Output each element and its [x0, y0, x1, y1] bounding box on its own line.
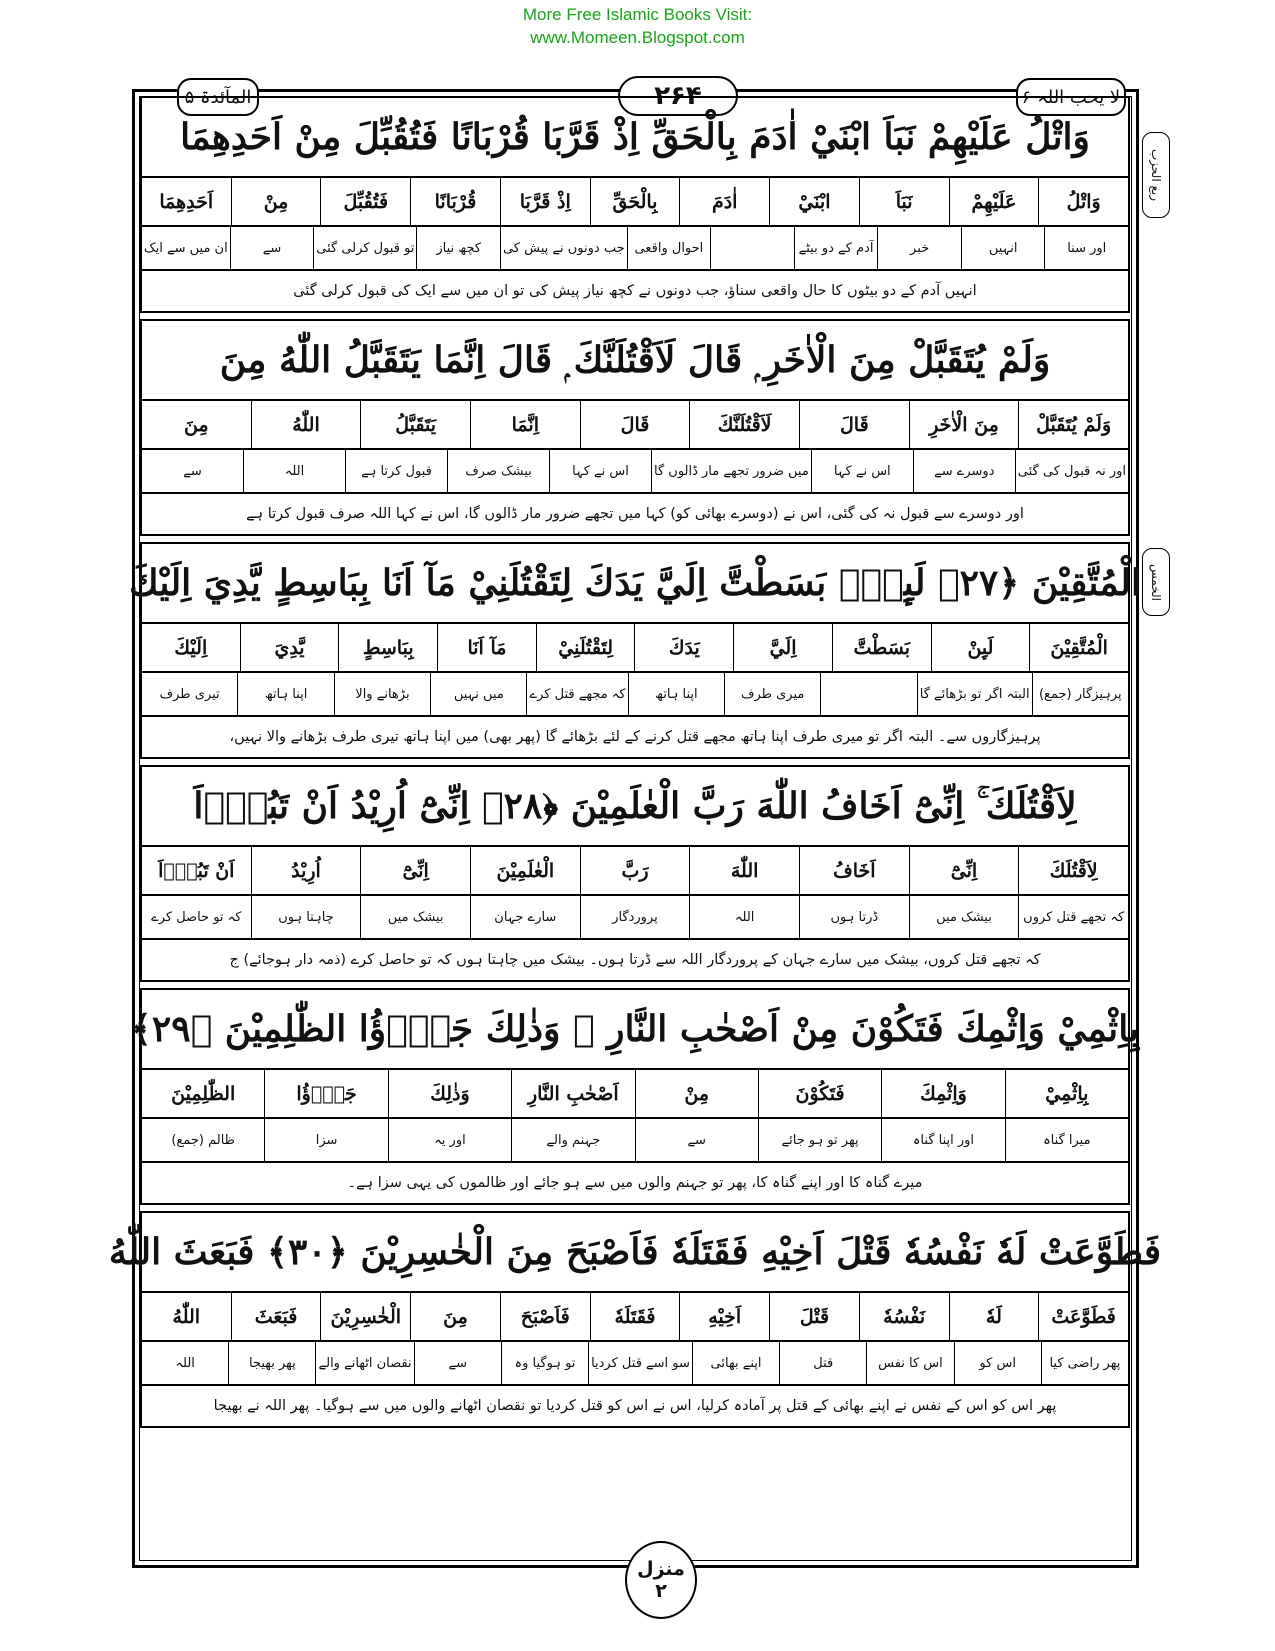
meaning-row — [140, 1117, 1130, 1161]
urdu-translation-line: پرہیزگاروں سے۔ البتہ اگر تو میری طرف اپنا ہاتھ مجھے قتل کرنے کے لئے بڑھائے گا (پھر بھی) میں اپنا ہاتھ تیری طرف بڑھانے والا نہیں، — [140, 715, 1130, 759]
arabic-word-cell: نَبَاَ — [859, 178, 949, 225]
urdu-translation-line: کہ تجھے قتل کروں، بیشک میں سارے جہان کے پروردگار اللہ سے ڈرتا ہوں۔ بیشک میں چاہتا ہوں کہ تو حاصل کرے (ذمہ دار ہوجائے) ج — [140, 938, 1130, 982]
arabic-word-cell: اللّٰهَ — [689, 847, 799, 894]
arabic-word-cell: يَّدِيَ — [240, 624, 339, 671]
arabic-word-cell: الْخٰسِرِيْنَ — [320, 1293, 410, 1340]
word-row — [140, 399, 1130, 448]
urdu-meaning-cell: قبول کرتا ہے — [345, 450, 447, 492]
arabic-word-cell: لَهٗ — [949, 1293, 1039, 1340]
urdu-meaning-cell: سے — [183, 463, 202, 479]
urdu-meaning-cell: اور سنا — [1044, 227, 1128, 269]
arabic-word-cell: اٰدَمَ — [679, 178, 769, 225]
urdu-meaning-cell: سے — [635, 1119, 758, 1161]
urdu-meaning-cell: جہنم والے — [511, 1119, 634, 1161]
arabic-word-cell: بِاِثْمِيْ — [1005, 1070, 1128, 1117]
arabic-word-cell: اللّٰهُ — [172, 1305, 201, 1328]
urdu-meaning-cell: اس نے کہا — [549, 450, 651, 492]
manzil-badge — [625, 1541, 697, 1619]
arabic-word-cell: اَنْ تَبُوْۗاَ — [158, 859, 235, 882]
urdu-meaning-cell: خبر — [877, 227, 961, 269]
arabic-word-cell: اِنَّمَا — [470, 401, 580, 448]
urdu-meaning-cell: سے — [414, 1342, 501, 1384]
arabic-word-cell: اِنِّىْٓ — [909, 847, 1019, 894]
urdu-meaning-cell: اپنے بھائی — [692, 1342, 779, 1384]
arabic-word-cell: الظّٰلِمِيْنَ — [171, 1082, 236, 1105]
urdu-meaning-cell: سارے جہان — [470, 896, 580, 938]
arabic-word-cell: مَآ اَنَا — [437, 624, 536, 671]
urdu-meaning-cell: دوسرے سے — [913, 450, 1015, 492]
arabic-verse-line: بِاِثْمِيْ وَاِثْمِكَ فَتَكُوْنَ مِنْ اَصْحٰبِ النَّارِ ۚ وَذٰلِكَ جَزٰۗؤُا الظّٰلِمِيْنَ ﴿۲۹﴾ — [140, 988, 1130, 1068]
urdu-meaning-cell: البتہ اگر تو بڑھائے گا — [917, 673, 1032, 715]
side-marker-khums: الخمس — [1142, 548, 1170, 616]
word-row — [140, 176, 1130, 225]
arabic-word-cell: فَتُقُبِّلَ — [320, 178, 410, 225]
arabic-word-cell: عَلَيْهِمْ — [949, 178, 1039, 225]
word-row — [140, 1068, 1130, 1117]
urdu-meaning-cell: اپنا ہاتھ — [237, 673, 333, 715]
arabic-word-cell: اَصْحٰبِ النَّارِ — [511, 1070, 634, 1117]
urdu-meaning-cell: سزا — [264, 1119, 387, 1161]
manzil-label: منزل — [637, 1558, 685, 1580]
arabic-word-cell: اِذْ قَرَّبَا — [500, 178, 590, 225]
arabic-verse-line: وَاتْلُ عَلَيْهِمْ نَبَاَ ابْنَيْ اٰدَمَ بِالْحَقِّ اِذْ قَرَّبَا قُرْبَانًا فَتُقُبِّلَ مِنْ اَحَدِهِمَا — [140, 96, 1130, 176]
arabic-word-cell: وَلَمْ يُتَقَبَّلْ — [1018, 401, 1128, 448]
arabic-word-cell: مِنَ — [410, 1293, 500, 1340]
urdu-meaning-cell — [710, 227, 794, 269]
arabic-word-cell: فَقَتَلَهٗ — [590, 1293, 680, 1340]
urdu-meaning-cell: ڈرتا ہوں — [799, 896, 909, 938]
arabic-word-cell: بَسَطْتَّ — [832, 624, 931, 671]
arabic-word-cell: ابْنَيْ — [769, 178, 859, 225]
arabic-word-cell: مِنْ — [635, 1070, 758, 1117]
urdu-meaning-cell: سو اسے قتل کردیا — [588, 1342, 692, 1384]
word-row — [140, 1291, 1130, 1340]
urdu-meaning-cell: پروردگار — [580, 896, 690, 938]
promo-line-1: More Free Islamic Books Visit: — [522, 5, 753, 24]
urdu-meaning-cell: کہ تو حاصل کرے — [151, 909, 242, 925]
urdu-meaning-cell: اس نے کہا — [811, 450, 913, 492]
urdu-meaning-cell: پھر تو ہو جائے — [758, 1119, 881, 1161]
arabic-verse-line: وَلَمْ يُتَقَبَّلْ مِنَ الْاٰخَرِ ۭ قَالَ لَاَقْتُلَنَّكَ ۭ قَالَ اِنَّمَا يَتَقَبَّلُ اللّٰهُ مِنَ — [140, 319, 1130, 399]
word-row — [140, 845, 1130, 894]
urdu-translation-line: میرے گناہ کا اور اپنے گناہ کا، پھر تو جہنم والوں میں سے ہو جائے اور ظالموں کی یہی سزا ہے۔ — [140, 1161, 1130, 1205]
arabic-word-cell: مِنَ الْاٰخَرِ — [909, 401, 1019, 448]
arabic-word-cell: اِنِّىْٓ — [360, 847, 470, 894]
urdu-meaning-cell: تو قبول کرلی گئی — [313, 227, 416, 269]
urdu-meaning-cell: چاہتا ہوں — [251, 896, 361, 938]
verse-block — [108, 1211, 1162, 1428]
arabic-verse-line: فَطَوَّعَتْ لَهٗ نَفْسُهٗ قَتْلَ اَخِيْهِ فَقَتَلَهٗ فَاَصْبَحَ مِنَ الْخٰسِرِيْنَ ﴿۳۰﴾ فَبَعَثَ اللّٰهُ — [140, 1211, 1130, 1291]
arabic-word-cell: لَىِٕنْ — [931, 624, 1030, 671]
meaning-row — [140, 671, 1130, 715]
arabic-word-cell: يَتَقَبَّلُ — [360, 401, 470, 448]
arabic-word-cell: فَبَعَثَ — [231, 1293, 321, 1340]
arabic-word-cell: فَطَوَّعَتْ — [1038, 1293, 1128, 1340]
urdu-meaning-cell: کچھ نیاز — [416, 227, 500, 269]
arabic-word-cell: لَاَقْتُلَنَّكَ — [689, 401, 799, 448]
arabic-word-cell: اَخَافُ — [799, 847, 909, 894]
urdu-meaning-cell: تیری طرف — [159, 686, 220, 702]
surah-tag: المآئدۃ ۵ — [177, 78, 259, 116]
verse-block — [130, 988, 1140, 1205]
urdu-meaning-cell: پھر راضی کیا — [1041, 1342, 1128, 1384]
arabic-word-cell: يَدَكَ — [634, 624, 733, 671]
urdu-meaning-cell: اور یہ — [388, 1119, 511, 1161]
urdu-meaning-cell: بیشک صرف — [447, 450, 549, 492]
urdu-meaning-cell: ان میں سے ایک — [143, 240, 228, 256]
manzil-number: ۲ — [655, 1580, 667, 1602]
arabic-word-cell: اِلَيْكَ — [174, 636, 208, 659]
arabic-word-cell: بِبَاسِطٍ — [338, 624, 437, 671]
meaning-row — [140, 448, 1130, 492]
verse-block — [140, 319, 1130, 536]
urdu-meaning-cell: میں ضرور تجھے مار ڈالوں گا — [651, 450, 811, 492]
verse-block — [140, 96, 1130, 313]
arabic-verse-line: لِاَقْتُلَكَ ۚ اِنِّىْٓ اَخَافُ اللّٰهَ رَبَّ الْعٰلَمِيْنَ ﴿۲۸﴾ اِنِّىْٓ اُرِيْدُ اَنْ تَبُوْۗاَ — [140, 765, 1130, 845]
arabic-word-cell: بِالْحَقِّ — [590, 178, 680, 225]
urdu-meaning-cell: پرہیزگار (جمع) — [1032, 673, 1128, 715]
urdu-translation-line: انہیں آدم کے دو بیٹوں کا حال واقعی سناؤ، جب دونوں نے کچھ نیاز پیش کی تو ان میں سے ایک کی قبول کرلی گئی — [140, 269, 1130, 313]
urdu-meaning-cell: میرا گناہ — [1005, 1119, 1128, 1161]
urdu-meaning-cell: کہ تجھے قتل کروں — [1018, 896, 1128, 938]
urdu-meaning-cell: سے — [230, 227, 314, 269]
urdu-meaning-cell: اللہ — [689, 896, 799, 938]
meaning-row — [140, 894, 1130, 938]
urdu-meaning-cell: نقصان اٹھانے والے — [315, 1342, 413, 1384]
verse-block — [129, 542, 1141, 759]
arabic-word-cell: مِنَ — [183, 413, 209, 436]
arabic-word-cell: قَالَ — [799, 401, 909, 448]
urdu-meaning-cell: اس کو — [954, 1342, 1041, 1384]
urdu-meaning-cell: انہیں — [961, 227, 1045, 269]
page-number: ۲۶۴ — [618, 76, 738, 116]
urdu-meaning-cell: احوال واقعی — [627, 227, 711, 269]
arabic-word-cell: رَبَّ — [580, 847, 690, 894]
arabic-word-cell: قَالَ — [580, 401, 690, 448]
arabic-word-cell: اُرِيْدُ — [251, 847, 361, 894]
arabic-word-cell: اَحَدِهِمَا — [159, 190, 214, 213]
urdu-meaning-cell: تو ہوگیا وہ — [501, 1342, 588, 1384]
urdu-meaning-cell: میں نہیں — [430, 673, 526, 715]
urdu-meaning-cell: اللہ — [243, 450, 345, 492]
word-row — [140, 622, 1130, 671]
arabic-word-cell: مِنْ — [231, 178, 321, 225]
promo-url[interactable]: www.Momeen.Blogspot.com — [530, 28, 745, 47]
meaning-row — [140, 1340, 1130, 1384]
urdu-translation-line: پھر اس کو اس کے نفس نے اپنے بھائی کے قتل پر آمادہ کرلیا، اس نے اس کو قتل کردیا تو نقصان اٹھانے والوں میں سے ہوگیا۔ پھر اللہ نے بھیجا — [140, 1384, 1130, 1428]
meaning-row — [140, 225, 1130, 269]
arabic-word-cell: فَاَصْبَحَ — [500, 1293, 590, 1340]
arabic-word-cell: اللّٰهُ — [251, 401, 361, 448]
urdu-meaning-cell: بڑھانے والا — [334, 673, 430, 715]
arabic-word-cell: اَخِيْهِ — [679, 1293, 769, 1340]
arabic-word-cell: جَزٰۗؤُا — [264, 1070, 387, 1117]
arabic-word-cell: فَتَكُوْنَ — [758, 1070, 881, 1117]
arabic-word-cell: لِاَقْتُلَكَ — [1018, 847, 1128, 894]
arabic-word-cell: وَذٰلِكَ — [388, 1070, 511, 1117]
arabic-word-cell: اِلَيَّ — [733, 624, 832, 671]
urdu-meaning-cell: اپنا ہاتھ — [628, 673, 724, 715]
urdu-meaning-cell — [820, 673, 916, 715]
urdu-meaning-cell: بیشک میں — [360, 896, 470, 938]
verse-block — [140, 765, 1130, 982]
urdu-meaning-cell: اور نہ قبول کی گئی — [1015, 450, 1128, 492]
side-marker-rub: ربع الحزب — [1142, 132, 1170, 218]
urdu-meaning-cell: بیشک میں — [909, 896, 1019, 938]
arabic-verse-line: الْمُتَّقِيْنَ ﴿۲۷﴾ لَىِٕنْۢ بَسَطْتَّ اِلَيَّ يَدَكَ لِتَقْتُلَنِيْ مَآ اَنَا بِبَاسِطٍ يَّدِيَ اِلَيْكَ — [140, 542, 1130, 622]
urdu-translation-line: اور دوسرے سے قبول نہ کی گئی، اس نے (دوسرے بھائی کو) کہا میں تجھے ضرور مار ڈالوں گا، اس نے کہا اللہ صرف قبول کرتا ہے — [140, 492, 1130, 536]
urdu-meaning-cell: اس کا نفس — [866, 1342, 953, 1384]
arabic-word-cell: الْعٰلَمِيْنَ — [470, 847, 580, 894]
urdu-meaning-cell: جب دونوں نے پیش کی — [500, 227, 627, 269]
arabic-word-cell: نَفْسُهٗ — [859, 1293, 949, 1340]
arabic-word-cell: قُرْبَانًا — [410, 178, 500, 225]
urdu-meaning-cell: آدم کے دو بیٹے — [794, 227, 878, 269]
urdu-meaning-cell: اور اپنا گناہ — [881, 1119, 1004, 1161]
juz-tag: لا یحب اللہ ۶ — [1016, 78, 1126, 116]
arabic-word-cell: الْمُتَّقِيْنَ — [1029, 624, 1128, 671]
arabic-word-cell: لِتَقْتُلَنِيْ — [536, 624, 635, 671]
arabic-word-cell: وَاِثْمِكَ — [881, 1070, 1004, 1117]
urdu-meaning-cell: اللہ — [175, 1355, 195, 1371]
urdu-meaning-cell: کہ مجھے قتل کرے — [526, 673, 627, 715]
urdu-meaning-cell: قتل — [779, 1342, 866, 1384]
arabic-word-cell: قَتْلَ — [769, 1293, 859, 1340]
urdu-meaning-cell: پھر بھیجا — [228, 1342, 315, 1384]
urdu-meaning-cell: میری طرف — [724, 673, 820, 715]
urdu-meaning-cell: ظالم (جمع) — [171, 1132, 236, 1148]
arabic-word-cell: وَاتْلُ — [1038, 178, 1128, 225]
